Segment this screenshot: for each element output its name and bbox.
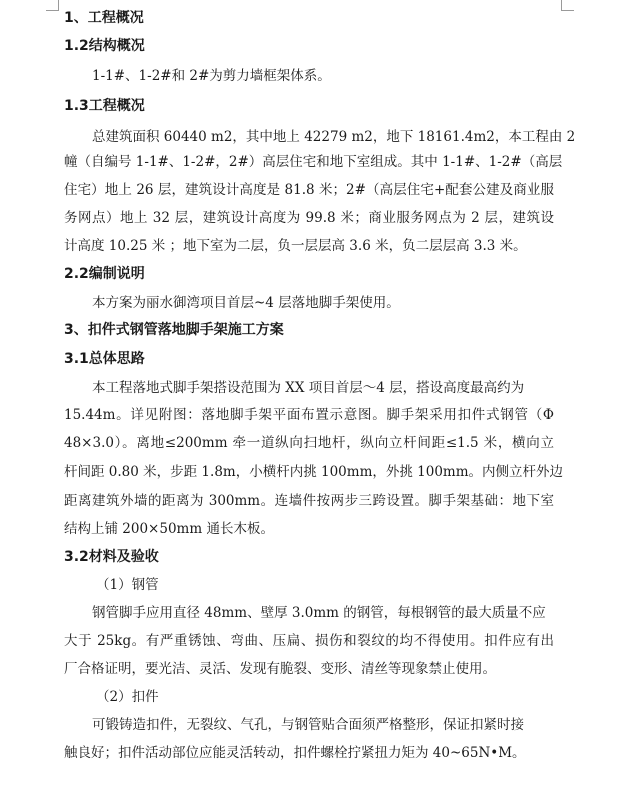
heading-materials-inspection: 3.2材料及验收 xyxy=(64,549,159,565)
heading-structure-overview: 1.2结构概况 xyxy=(64,38,145,54)
margin-corner-mark-right xyxy=(561,0,574,11)
overview-line: 计高度 10.25 米 ；地下室为二层，负一层层高 3.6 米，负二层层高 3.3 米。 xyxy=(64,238,527,254)
idea-line: 15.44m。详见附图：落地脚手架平面布置示意图。脚手架采用扣件式钢管（Φ xyxy=(64,407,554,423)
heading-project-overview: 1、工程概况 xyxy=(64,10,144,26)
fastener-line: 可锻铸造扣件，无裂纹、气孔，与钢管贴合面须严格整形，保证扣紧时接 xyxy=(92,717,524,733)
heading-overall-idea: 3.1总体思路 xyxy=(64,351,145,367)
heading-compile-notes: 2.2编制说明 xyxy=(64,266,145,282)
structure-text: 1-1#、1-2#和 2#为剪力墙框架体系。 xyxy=(92,68,331,84)
subheading-steel-pipe: （1）钢管 xyxy=(96,577,159,593)
heading-engineering-overview: 1.3工程概况 xyxy=(64,98,145,114)
pipe-line: 钢管脚手应用直径 48mm、壁厚 3.0mm 的钢管，每根钢管的最大质量不应 xyxy=(92,605,546,621)
subheading-fastener: （2）扣件 xyxy=(96,689,159,705)
heading-scaffold-plan: 3、扣件式钢管落地脚手架施工方案 xyxy=(64,322,284,338)
overview-line: 总建筑面积 60440 m2，其中地上 42279 m2，地下 18161.4m2，本工程由 2 xyxy=(92,129,576,145)
pipe-line: 大于 25kg。有严重锈蚀、弯曲、压扁、损伤和裂纹的均不得使用。扣件应有出 xyxy=(64,633,554,649)
pipe-line: 厂合格证明，要光洁、灵活、发现有脆裂、变形、清丝等现象禁止使用。 xyxy=(64,661,496,677)
idea-line: 结构上铺 200×50mm 通长木板。 xyxy=(64,521,274,537)
compile-text: 本方案为丽水御湾项目首层~4 层落地脚手架使用。 xyxy=(92,295,400,311)
idea-line: 本工程落地式脚手架搭设范围为 XX 项目首层～4 层，搭设高度最高约为 xyxy=(92,380,525,396)
overview-line: 幢（自编号 1-1#、1-2#，2#）高层住宅和地下室组成。其中 1-1#、1-2#（高层 xyxy=(64,154,563,170)
idea-line: 48×3.0）。离地≤200mm 牵一道纵向扫地杆，纵向立杆间距≤1.5 米，横向立 xyxy=(64,435,554,451)
idea-line: 杆间距 0.80 米，步距 1.8m，小横杆内挑 100mm，外挑 100mm。内侧立杆外边 xyxy=(64,464,564,480)
margin-corner-mark-left xyxy=(46,0,59,11)
idea-line: 距离建筑外墙的距离为 300mm。连墙件按两步三跨设置。脚手架基础：地下室 xyxy=(64,493,554,509)
overview-line: 住宅）地上 26 层，建筑设计高度是 81.8 米；2#（高层住宅+配套公建及商业服 xyxy=(64,182,554,198)
overview-line: 务网点）地上 32 层，建筑设计高度为 99.8 米；商业服务网点为 2 层，建筑设 xyxy=(64,210,554,226)
fastener-line: 触良好；扣件活动部位应能灵活转动，扣件螺栓拧紧扭力矩为 40~65N•M。 xyxy=(64,745,526,761)
